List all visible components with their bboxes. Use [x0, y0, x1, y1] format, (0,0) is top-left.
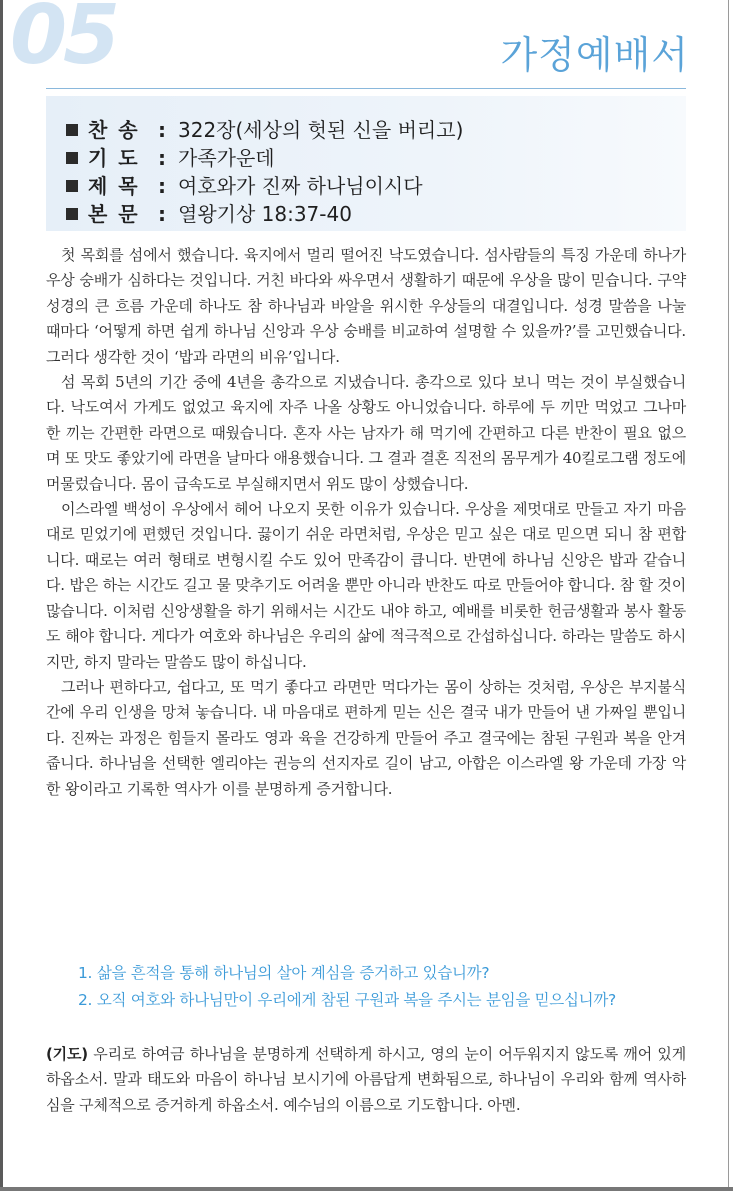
right-frame-border [728, 0, 729, 1191]
page-number: 05 [10, 0, 117, 83]
square-bullet-icon [66, 180, 78, 192]
info-value: 322장(세상의 헛된 신을 버리고) [178, 118, 464, 142]
sermon-paragraph: 섬 목회 5년의 기간 중에 4년을 총각으로 지냈습니다. 총각으로 있다 보니 먹는 것이 부실했습니다. 낙도여서 가게도 없었고 육지에 자주 나올 상황도 아니었습니다. 하루에 두 끼만 먹었고 그나마 한 끼는 간편한 라면으로 때웠습니다. 혼자 사는 남자가 해 먹기에 간편하고 다른 반찬이 필요 없으며 또 맛도 좋았기에 라면을 날마다 애용했습니다. 그 결과 결혼 직전의 몸무게가 40킬로그램 정도에 머물렀습니다. 몸이 급속도로 부실해지면서 위도 많이 상했습니다. [46, 373, 686, 493]
info-colon: : [158, 118, 166, 142]
worship-info-box [46, 96, 686, 231]
info-value: 열왕기상 18:37-40 [178, 202, 352, 226]
info-colon: : [158, 202, 166, 226]
info-colon: : [158, 146, 166, 170]
info-label: 본 문 [88, 202, 140, 226]
sermon-body [46, 243, 686, 802]
info-row-hymn [66, 114, 463, 143]
square-bullet-icon [66, 152, 78, 164]
info-row-prayer [66, 142, 275, 171]
discussion-questions [78, 960, 698, 1014]
info-value: 여호와가 진짜 하나님이시다 [178, 174, 423, 198]
sermon-paragraph: 첫 목회를 섬에서 했습니다. 육지에서 멀리 떨어진 낙도였습니다. 섬사람들의 특징 가운데 하나가 우상 숭배가 심하다는 것입니다. 거친 바다와 싸우면서 생활하기 때문에 우상을 많이 믿습니다. 구약 성경의 큰 흐름 가운데 하나도 참 하나님과 바알을 위시한 우상들의 대결입니다. 성경 말씀을 나눌 때마다 ‘어떻게 하면 쉽게 하나님 신앙과 우상 숭배를 비교하여 설명할 수 있을까?’를 고민했습니다. 그러다 생각한 것이 ‘밥과 라면의 비유’입니다. [46, 246, 686, 366]
square-bullet-icon [66, 124, 78, 136]
question-item: 2. 오직 여호와 하나님만이 우리에게 참된 구원과 복을 주시는 분임을 믿으십니까? [78, 991, 616, 1009]
left-frame-border [0, 0, 3, 1191]
bottom-frame-border [0, 1187, 733, 1191]
info-row-scripture [66, 198, 352, 227]
info-value: 가족가운데 [178, 146, 275, 170]
info-colon: : [158, 174, 166, 198]
sermon-paragraph: 그러나 편하다고, 쉽다고, 또 먹기 좋다고 라면만 먹다가는 몸이 상하는 것처럼, 우상은 부지불식간에 우리 인생을 망쳐 놓습니다. 내 마음대로 편하게 믿는 신은 결국 내가 만들어 낸 가짜일 뿐입니다. 진짜는 과정은 힘들지 몰라도 영과 육을 건강하게 만들어 주고 결국에는 참된 구원과 복을 안겨 줍니다. 하나님을 선택한 엘리야는 권능의 선지자로 길이 남고, 아합은 이스라엘 왕 가운데 가장 악한 왕이라고 기록한 역사가 이를 분명하게 증거합니다. [46, 677, 686, 798]
sermon-paragraph: 이스라엘 백성이 우상에서 헤어 나오지 못한 이유가 있습니다. 우상을 제멋대로 만들고 자기 마음대로 믿었기에 편했던 것입니다. 끓이기 쉬운 라면처럼, 우상은 믿고 싶은 대로 믿으면 되니 참 편합니다. 때로는 여러 형태로 변형시킬 수도 있어 만족감이 큽니다. 반면에 하나님 신앙은 밥과 같습니다. 밥은 하는 시간도 길고 물 맞추기도 어려울 뿐만 아니라 반찬도 따로 만들어야 합니다. 참 할 것이 많습니다. 이처럼 신앙생활을 하기 위해서는 시간도 내야 하고, 예배를 비롯한 헌금생활과 봉사 활동도 해야 합니다. 게다가 여호와 하나님은 우리의 삶에 적극적으로 간섭하십니다. 하라는 말씀도 하시지만, 하지 말라는 말씀도 많이 하십니다. [46, 500, 686, 671]
page-title: 가정예배서 [500, 33, 689, 77]
info-label: 제 목 [88, 174, 140, 198]
prayer-text: 우리로 하여금 하나님을 분명하게 선택하게 하시고, 영의 눈이 어두워지지 않도록 깨어 있게 하옵소서. 말과 태도와 마음이 하나님 보시기에 아름답게 변화됨으로, 하나님이 우리와 함께 역사하심을 구체적으로 증거하게 하옵소서. 예수님의 이름으로 기도합니다. 아멘. [46, 1045, 686, 1114]
info-label: 기 도 [88, 146, 140, 170]
prayer-label: (기도) [46, 1045, 88, 1063]
info-row-title [66, 170, 423, 199]
question-item: 1. 삶을 흔적을 통해 하나님의 살아 계심을 증거하고 있습니까? [78, 964, 490, 982]
square-bullet-icon [66, 208, 78, 220]
info-label: 찬 송 [88, 118, 140, 142]
closing-prayer [46, 1042, 686, 1118]
header-divider [46, 88, 686, 89]
